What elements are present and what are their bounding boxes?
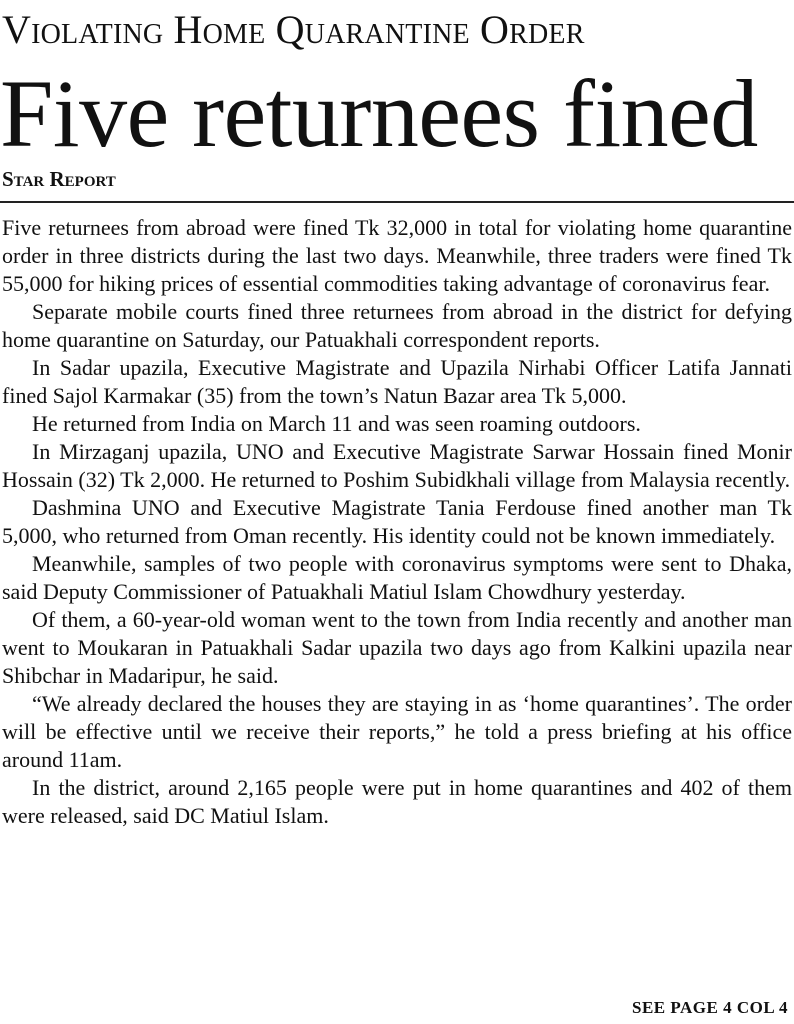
article-paragraph: Meanwhile, samples of two people with coronavirus symptoms were sent to Dhaka, said Deputy Commissioner of Patuakhali Matiul Islam Chowdhury yesterday. (2, 551, 792, 604)
article-paragraph: Separate mobile courts fined three returnees from abroad in the district for defying home quarantine on Saturday, our Patuakhali correspondent reports. (2, 299, 792, 352)
main-headline: Five returnees fined (0, 60, 758, 167)
article-paragraph: In Sadar upazila, Executive Magistrate and Upazila Nirhabi Officer Latifa Jannati fined Sajol Karmakar (35) from the town’s Natun Bazar area Tk 5,000. (2, 355, 792, 408)
article-paragraph: He returned from India on March 11 and was seen roaming outdoors. (32, 411, 641, 436)
divider-rule (0, 201, 794, 203)
article-paragraph: In Mirzaganj upazila, UNO and Executive Magistrate Sarwar Hossain fined Monir Hossain (32) Tk 2,000. He returned to Poshim Subidkhali village from Malaysia recently. (2, 439, 792, 492)
article-paragraph: Five returnees from abroad were fined Tk 32,000 in total for violating home quarantine order in three districts during the last two days. Meanwhile, three traders were fined Tk 55,000 for hiking prices of essential commodities taking advantage of coronavirus fear. (2, 215, 792, 296)
byline: Star Report (2, 167, 116, 191)
kicker-headline: Violating Home Quarantine Order (2, 7, 585, 52)
article-paragraph: “We already declared the houses they are staying in as ‘home quarantines’. The order will be effective until we receive their reports,” he told a press briefing at his office around 11am. (2, 691, 792, 772)
article-paragraph: Dashmina UNO and Executive Magistrate Tania Ferdouse fined another man Tk 5,000, who returned from Oman recently. His identity could not be known immediately. (2, 495, 792, 548)
article-paragraph: In the district, around 2,165 people were put in home quarantines and 402 of them were released, said DC Matiul Islam. (2, 775, 792, 828)
continuation-jump-line: SEE PAGE 4 COL 4 (632, 998, 788, 1017)
article-body (2, 214, 792, 830)
article-paragraph: Of them, a 60-year-old woman went to the town from India recently and another man went to Moukaran in Patuakhali Sadar upazila two days ago from Kalkini upazila near Shibchar in Madaripur, he said. (2, 607, 792, 688)
